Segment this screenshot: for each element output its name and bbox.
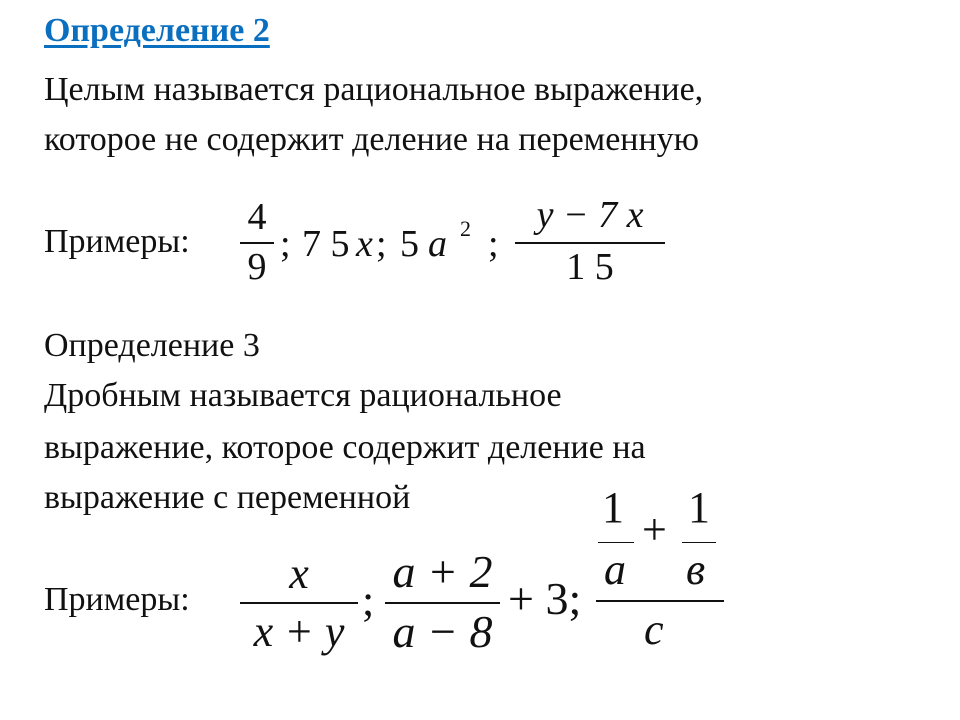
compound-fraction-over-c [596, 482, 724, 662]
inner-denominator-v: в [686, 545, 706, 594]
inner-numerator-2: 1 [688, 483, 710, 532]
expr-5a2-exponent: 2 [460, 216, 471, 241]
separator: ; [362, 576, 375, 625]
expr-5a2-coefficient: 5 [400, 223, 419, 265]
fraction-y-minus-7x-over-15 [515, 193, 665, 293]
expr-75-variable: x [356, 223, 373, 265]
definition-2-text-line-2: которое не содержит деление на переменную [44, 121, 700, 158]
definition-3-text-line-1: Дробным называется рациональное [44, 377, 562, 414]
numerator: a + 2 [392, 546, 493, 597]
plus-3-separator: + 3; [508, 573, 582, 624]
denominator: a − 8 [392, 606, 493, 657]
numerator: y − 7 x [536, 194, 644, 236]
inner-plus: + [642, 505, 667, 554]
definition-2-examples-label: Примеры: [44, 223, 190, 260]
numerator: x [289, 549, 309, 598]
denominator: 1 5 [566, 246, 614, 288]
expr-5a2-variable: a [428, 223, 447, 265]
fraction-4-over-9 [240, 195, 274, 295]
definition-3-text-line-2: выражение, которое содержит деление на [44, 429, 646, 466]
inner-numerator-1: 1 [602, 483, 624, 532]
separator: ; [488, 223, 499, 265]
definition-3-text-line-3: выражение с переменной [44, 479, 411, 516]
denominator: x + y [253, 607, 345, 656]
inner-denominator-a: a [604, 545, 626, 594]
expr-75-coefficient: 7 5 [302, 223, 350, 265]
denominator-c: c [644, 605, 664, 654]
fraction-x-over-x-plus-y [240, 548, 358, 668]
separator: ; [376, 223, 387, 265]
separator: ; [280, 223, 291, 265]
definition-3-examples-label: Примеры: [44, 581, 190, 618]
definition-2-title: Определение 2 [44, 12, 270, 49]
definition-2-text-line-1: Целым называется рациональное выражение, [44, 71, 704, 108]
fraction-a-plus-2-over-a-minus-8 [385, 545, 500, 665]
denominator: 9 [247, 246, 267, 288]
numerator: 4 [247, 196, 267, 238]
definition-3-title: Определение 3 [44, 327, 260, 364]
